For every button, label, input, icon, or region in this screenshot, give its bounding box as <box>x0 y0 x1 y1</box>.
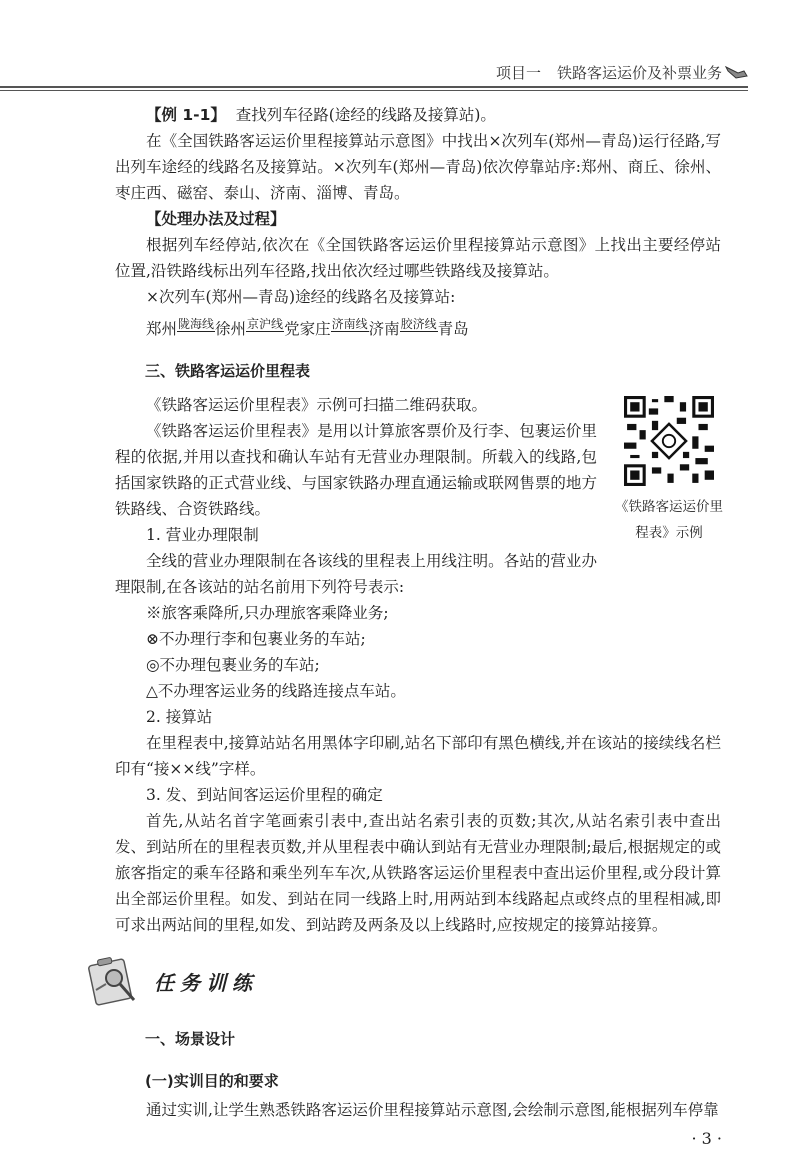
task-section <box>115 1026 721 1123</box>
section-3 <box>115 358 721 938</box>
rail-tool-icon <box>724 64 748 80</box>
symbol-item: ◎不办理包裹业务的车站; <box>146 656 320 674</box>
task-title: 任务训练 <box>154 970 258 995</box>
symbol-item: △不办理客运业务的线路连接点车站。 <box>146 682 406 700</box>
qr-block <box>609 396 729 546</box>
example-label: 【例 1-1】 <box>146 106 226 124</box>
subheading-1-body: 全线的营业办理限制在各该线的里程表上用线注明。各站的营业办理限制,在各该站的站名前用下列符号表示: <box>115 552 597 596</box>
subheading-3-body: 首先,从站名首字笔画索引表中,查出站名索引表的页数;其次,从站名索引表中查出发、到站所在的里程表页数,并从里程表中确认到站有无营业办理限制;最后,根据规定的或旅客指定的乘车径路和乘坐列车车次,从铁路客运运价里程表中查出运价里程,或分段计算出全部运价里程。如发、到站在同一线路上时,用两站到本线路起点或终点的里程相减,即可求出两站间的里程,如发、到站跨及两条及以上线路时,应按规定的接算站接算。 <box>115 812 721 934</box>
section-heading: 三、铁路客运运价里程表 <box>145 362 311 380</box>
method-body: 根据列车经停站,依次在《全国铁路客运运价里程接算站示意图》上找出主要经停站位置,沿铁路线标出列车径路,找出依次经过哪些铁路线及接算站。 <box>115 236 721 280</box>
symbol-item: ⊗不办理行李和包裹业务的车站; <box>146 630 366 648</box>
qr-code-icon[interactable] <box>624 396 714 486</box>
route-station: 郑州 <box>146 320 178 338</box>
route-station: 青岛 <box>437 320 469 338</box>
section-p2: 《铁路客运运价里程表》是用以计算旅客票价及行李、包裹运价里程的依据,并用以查找和确认车站有无营业办理限制。所载入的线路,包括国家铁路的正式营业线、与国家铁路办理直通运输或联网售票的地方铁路线、合资铁路线。 <box>115 422 597 518</box>
route-station: 徐州 <box>215 320 247 338</box>
route-station: 济南 <box>368 320 400 338</box>
route-station: 党家庄 <box>284 320 331 338</box>
route-diagram <box>115 314 721 344</box>
subheading-1: 1. 营业办理限制 <box>146 526 259 544</box>
header-rule <box>0 86 748 91</box>
header-area <box>0 0 800 92</box>
header-title: 铁路客运运价及补票业务 <box>556 64 722 82</box>
task-heading-1: 一、场景设计 <box>145 1030 236 1048</box>
route-line: 胶济线 <box>400 317 437 331</box>
subheading-2: 2. 接算站 <box>146 708 213 726</box>
method-heading: 【处理办法及过程】 <box>146 210 286 228</box>
header-chapter: 项目一 <box>495 64 541 82</box>
page-number: · 3 · <box>691 1129 722 1148</box>
example-body: 在《全国铁路客运运价里程接算站示意图》中找出×次列车(郑州—青岛)运行径路,写出列车途经的线路名及接算站。×次列车(郑州—青岛)依次停靠站序:郑州、商丘、徐州、枣庄西、磁窑、泰山、济南、淄博、青岛。 <box>115 132 721 202</box>
task-heading-2: (一)实训目的和要求 <box>145 1072 279 1090</box>
subheading-2-body: 在里程表中,接算站站名用黑体字印刷,站名下部印有黑色横线,并在该站的接续线名栏印有“接××线”字样。 <box>115 734 721 778</box>
task-training-banner <box>88 954 800 1008</box>
example-block <box>115 102 721 344</box>
section-p1: 《铁路客运运价里程表》示例可扫描二维码获取。 <box>146 396 488 414</box>
qr-caption: 《铁路客运运价里程表》示例 <box>615 499 723 541</box>
route-line: 济南线 <box>331 317 368 331</box>
route-intro: ×次列车(郑州—青岛)途经的线路名及接算站: <box>146 288 456 306</box>
symbol-item: ※旅客乘降所,只办理旅客乘降业务; <box>146 604 389 622</box>
route-line: 京沪线 <box>247 317 284 331</box>
running-header <box>0 62 722 83</box>
example-title: 查找列车径路(途经的线路及接算站)。 <box>235 106 496 124</box>
route-line: 陇海线 <box>178 317 215 331</box>
clipboard-magnifier-icon <box>88 954 144 1008</box>
subheading-3: 3. 发、到站间客运运价里程的确定 <box>146 786 383 804</box>
task-body: 通过实训,让学生熟悉铁路客运运价里程接算站示意图,会绘制示意图,能根据列车停靠 <box>146 1101 719 1119</box>
